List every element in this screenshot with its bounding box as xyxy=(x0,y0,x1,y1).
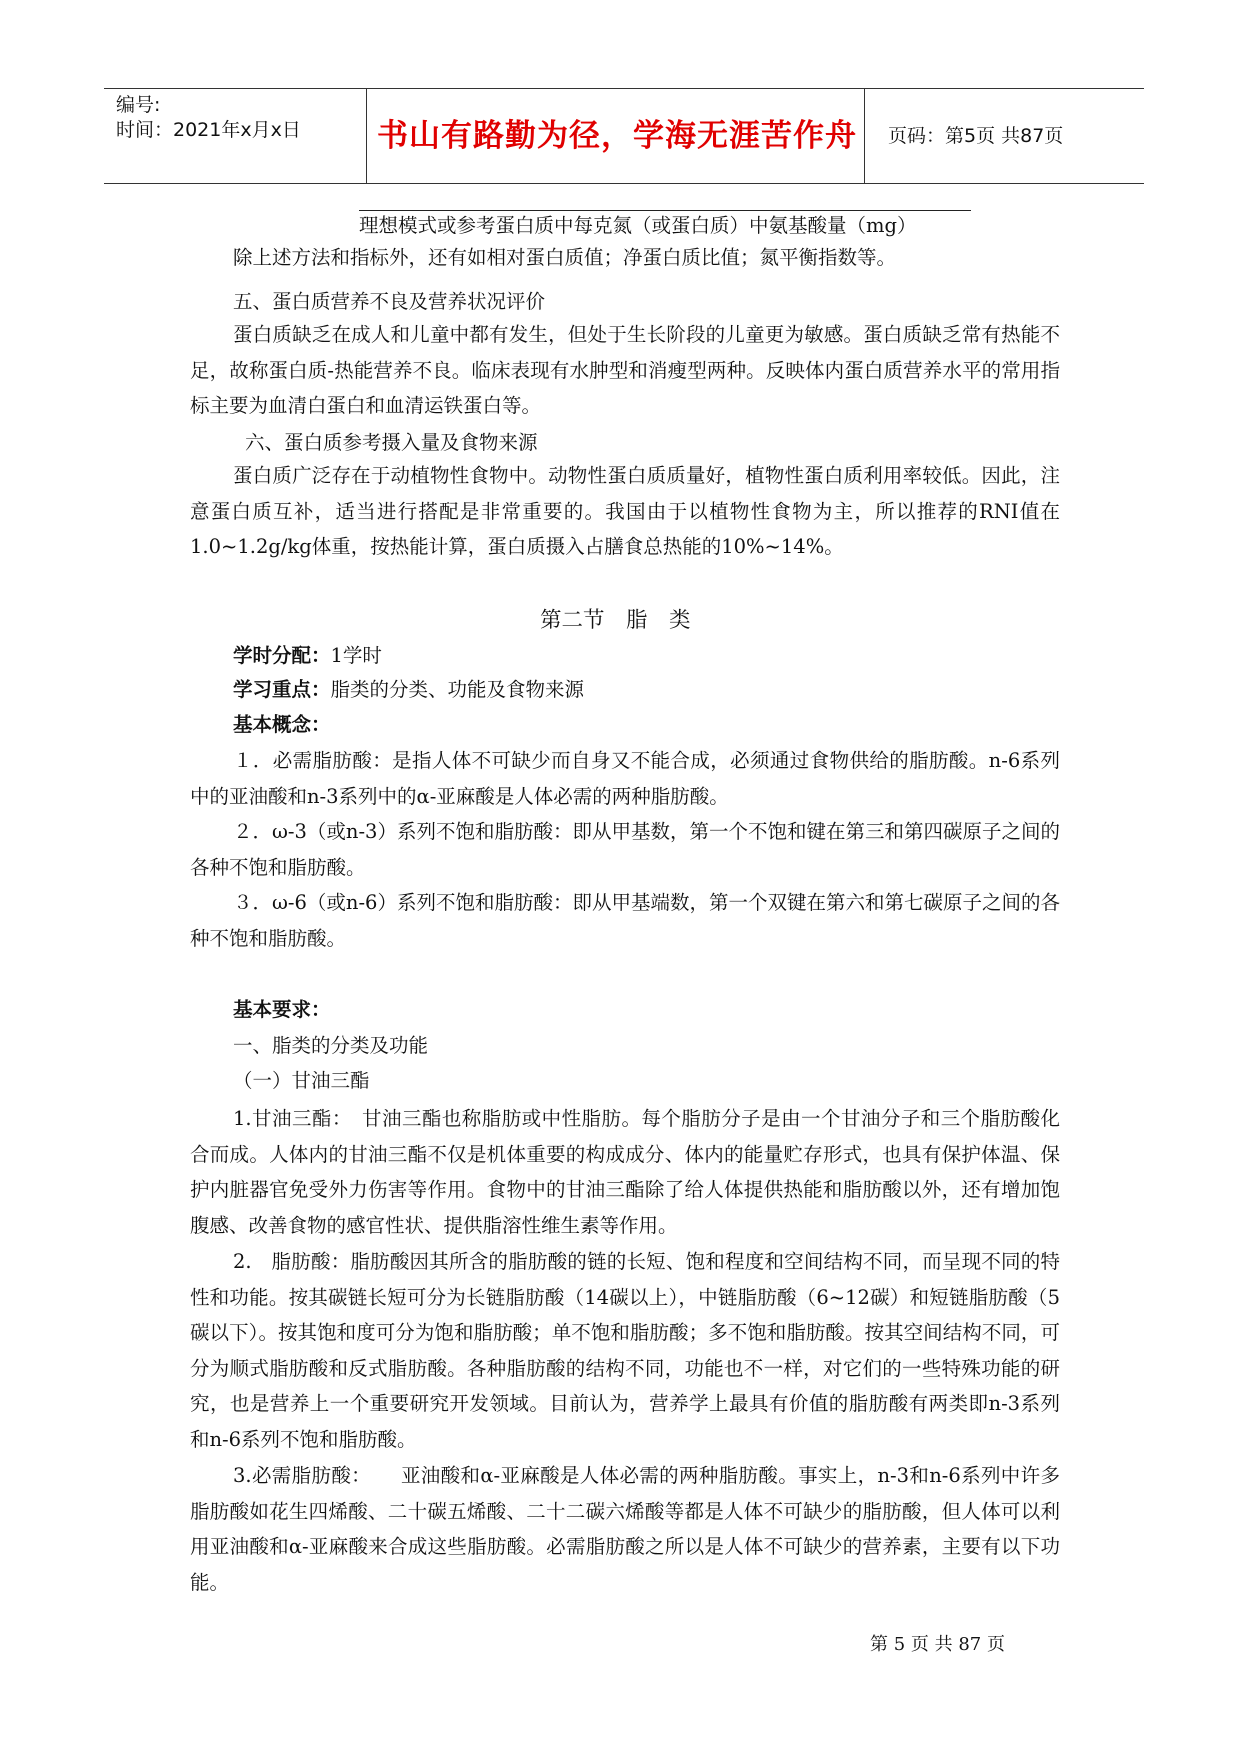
paragraph: 2. 脂肪酸：脂肪酸因其所含的脂肪酸的链的长短、饱和程度和空间结构不同，而呈现不同的特性和功能。按其碳链长短可分为长链脂肪酸（14碳以上），中链脂肪酸（6~12碳）和短链脂肪酸（5碳以下）。按其饱和度可分为饱和脂肪酸；单不饱和脂肪酸；多不饱和脂肪酸。按其空间结构不同，可分为顺式脂肪酸和反式脂肪酸。各种脂肪酸的结构不同，功能也不一样，对它们的一些特殊功能的研究，也是营养上一个重要研究开发领域。目前认为，营养学上最具有价值的脂肪酸有两类即n-3系列和n-6系列不饱和脂肪酸。 xyxy=(190,1250,1060,1451)
paragraph: 除上述方法和指标外，还有如相对蛋白质值；净蛋白质比值；氮平衡指数等。 xyxy=(233,246,897,269)
concept-item: ２．ω-3（或n-3）系列不饱和脂肪酸：即从甲基数，第一个不饱和键在第三和第四碳原子之间的各种不饱和脂肪酸。 xyxy=(190,820,1060,879)
paragraph: 蛋白质缺乏在成人和儿童中都有发生，但处于生长阶段的儿童更为敏感。蛋白质缺乏常有热能不足，故称蛋白质-热能营养不良。临床表现有水肿型和消瘦型两种。反映体内蛋白质营养水平的常用指标主要为血清白蛋白和血清运铁蛋白等。 xyxy=(190,323,1060,417)
section-heading: 五、蛋白质营养不良及营养状况评价 xyxy=(233,290,546,313)
hours-row xyxy=(233,641,382,671)
subsection-heading: （一）甘油三酯 xyxy=(233,1069,370,1092)
focus-label: 学习重点： xyxy=(233,678,331,701)
concepts-label: 基本概念： xyxy=(233,713,331,736)
formula-denominator: 理想模式或参考蛋白质中每克氮（或蛋白质）中氨基酸量（mg） xyxy=(359,210,971,241)
header-page-info: 页码：第5页 共87页 xyxy=(888,125,1064,147)
paragraph: 3.必需脂肪酸： 亚油酸和α-亚麻酸是人体必需的两种脂肪酸。事实上，n-3和n-6系列中许多脂肪酸如花生四烯酸、二十碳五烯酸、二十二碳六烯酸等都是人体不可缺少的脂肪酸，但人体可以利用亚油酸和α-亚麻酸来合成这些脂肪酸。必需脂肪酸之所以是人体不可缺少的营养素，主要有以下功能。 xyxy=(190,1464,1060,1594)
requirements-label: 基本要求： xyxy=(233,998,331,1021)
paragraph: 1.甘油三酯： 甘油三酯也称脂肪或中性脂肪。每个脂肪分子是由一个甘油分子和三个脂肪酸化合而成。人体内的甘油三酯不仅是机体重要的构成成分、体内的能量贮存形式，也具有保护体温、保护内脏器官免受外力伤害等作用。食物中的甘油三酯除了给人体提供热能和脂肪酸以外，还有增加饱腹感、改善食物的感官性状、提供脂溶性维生素等作用。 xyxy=(190,1107,1060,1237)
section-heading: 一、脂类的分类及功能 xyxy=(233,1034,429,1057)
hours-label: 学时分配： xyxy=(233,644,331,667)
time-label: 时间：2021年x月x日 xyxy=(116,119,301,141)
paragraph: 蛋白质广泛存在于动植物性食物中。动物性蛋白质质量好，植物性蛋白质利用率较低。因此，注意蛋白质互补，适当进行搭配是非常重要的。我国由于以植物性食物为主，所以推荐的RNI值在1.0~1.2g/kg体重，按热能计算，蛋白质摄入占膳食总热能的10%~14%。 xyxy=(190,464,1060,558)
header-motto: 书山有路勤为径，学海无涯苦作舟 xyxy=(377,118,857,154)
header-divider xyxy=(864,89,865,183)
focus-value: 脂类的分类、功能及食物来源 xyxy=(330,678,585,701)
chapter-title: 第二节 脂 类 xyxy=(540,608,691,633)
concept-item: ３．ω-6（或n-6）系列不饱和脂肪酸：即从甲基端数，第一个双键在第六和第七碳原子之间的各种不饱和脂肪酸。 xyxy=(190,891,1060,950)
page-header xyxy=(104,88,1144,184)
number-label: 编号: xyxy=(116,94,161,116)
concept-item: １．必需脂肪酸：是指人体不可缺少而自身又不能合成，必须通过食物供给的脂肪酸。n-6系列中的亚油酸和n-3系列中的α-亚麻酸是人体必需的两种脂肪酸。 xyxy=(190,749,1060,808)
header-meta xyxy=(116,89,366,183)
header-divider xyxy=(366,89,367,183)
focus-row xyxy=(233,675,584,705)
page-footer: 第 5 页 共 87 页 xyxy=(870,1634,1005,1655)
hours-value: 1学时 xyxy=(330,644,382,667)
section-heading: 六、蛋白质参考摄入量及食物来源 xyxy=(245,431,538,454)
